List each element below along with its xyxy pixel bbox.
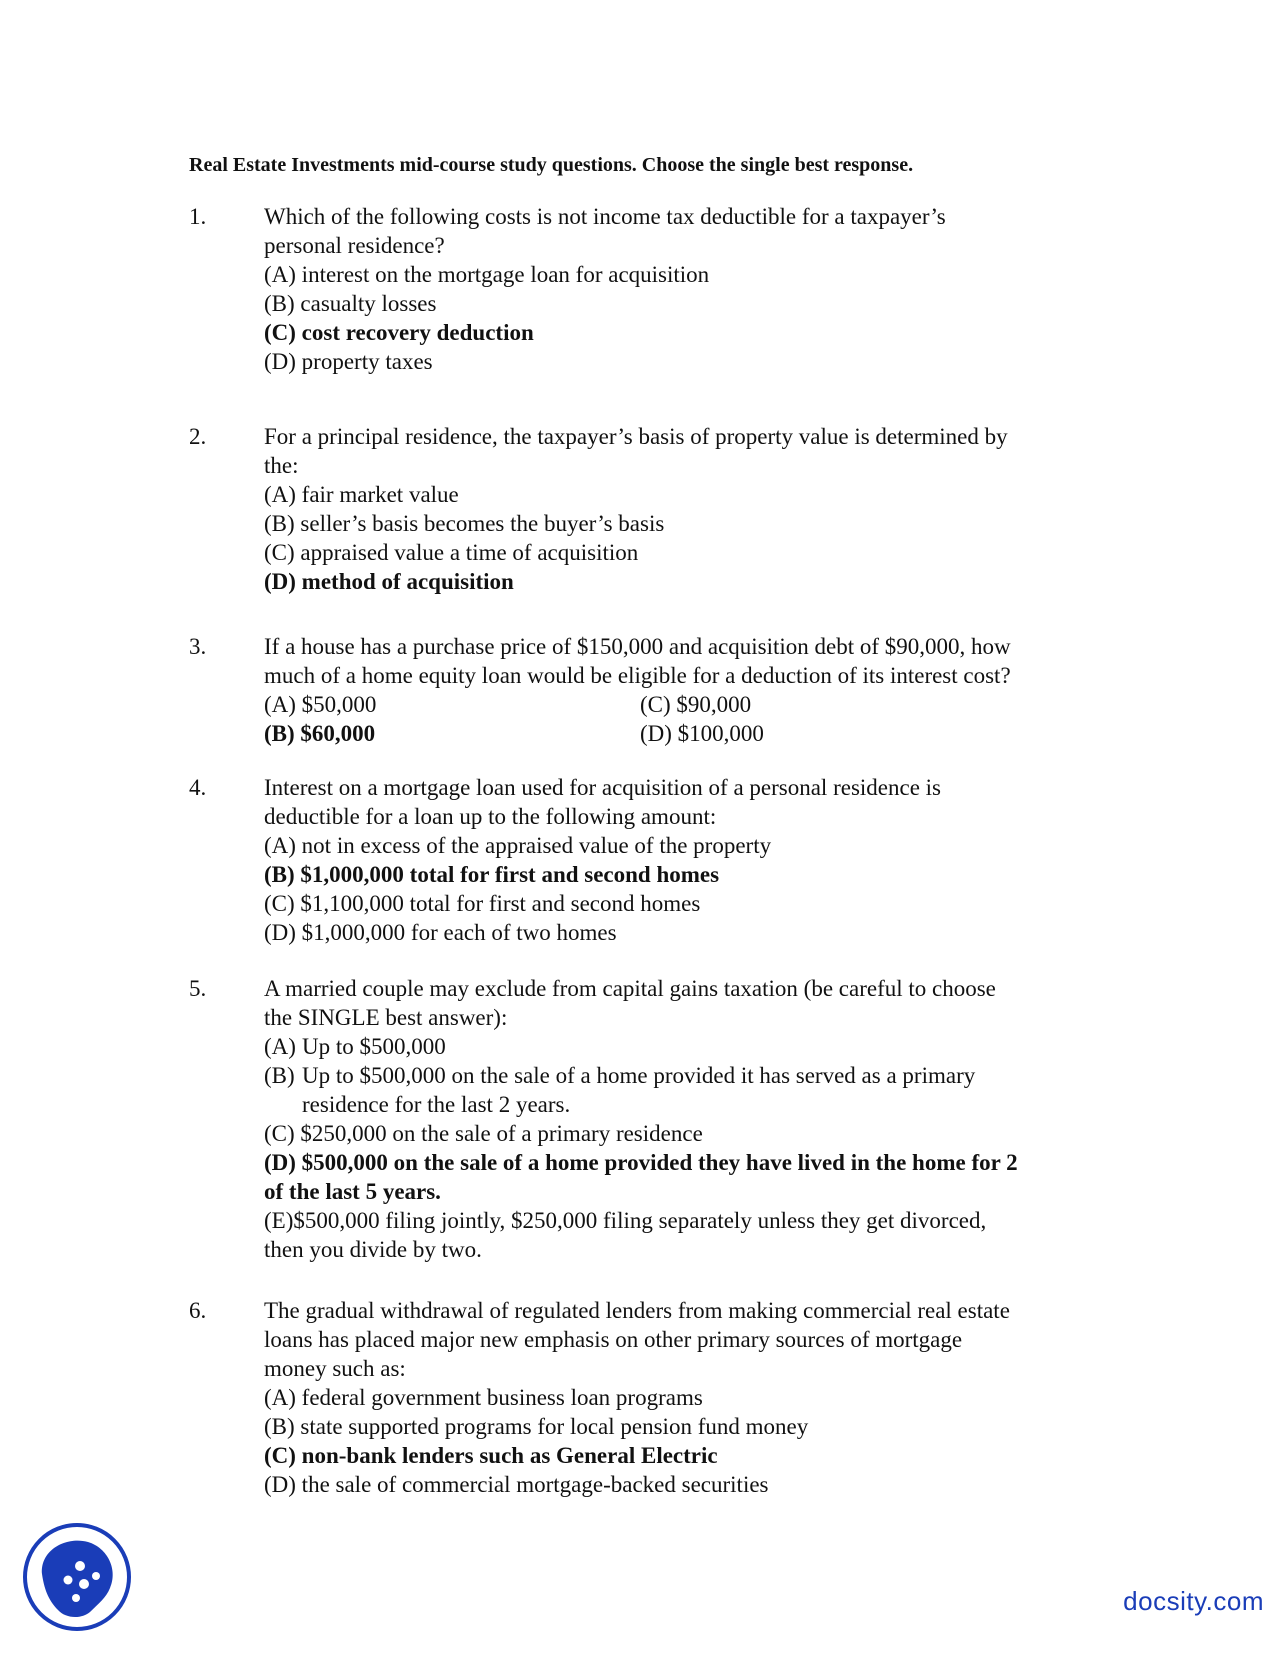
question-body xyxy=(264,422,1104,596)
option-b: (B) state supported programs for local pension fund money xyxy=(264,1414,809,1439)
brand-link[interactable]: docsity.com xyxy=(1123,1586,1264,1616)
question-body xyxy=(264,773,1104,947)
option-a: (A) fair market value xyxy=(264,482,459,507)
option-text: Up to $500,000 xyxy=(302,1034,446,1059)
option-label: (A) xyxy=(264,1034,296,1059)
question-number: 2. xyxy=(189,424,207,449)
question-number: 4. xyxy=(189,775,207,800)
question-text: For a principal residence, the taxpayer’s basis of property value is determined by xyxy=(264,424,1008,449)
question-number: 3. xyxy=(189,634,207,659)
option-e-continuation: then you divide by two. xyxy=(264,1237,482,1262)
option-d: (D) the sale of commercial mortgage-backed securities xyxy=(264,1472,769,1497)
question-number: 1. xyxy=(189,204,207,229)
option-b-continuation: residence for the last 2 years. xyxy=(302,1092,571,1117)
question-text: loans has placed major new emphasis on other primary sources of mortgage xyxy=(264,1327,963,1352)
option-d-correct: (D) method of acquisition xyxy=(264,569,514,594)
option-b xyxy=(264,1061,1104,1090)
option-c: (C) $90,000 xyxy=(640,692,752,717)
option-b-correct: (B) $60,000 xyxy=(264,721,376,746)
question-text: the SINGLE best answer): xyxy=(264,1005,508,1030)
option-a: (A) interest on the mortgage loan for acquisition xyxy=(264,262,710,287)
option-d: (D) property taxes xyxy=(264,349,433,374)
option-c: (C) $250,000 on the sale of a primary residence xyxy=(264,1121,703,1146)
logo-graphic xyxy=(22,1522,132,1632)
option-b-correct: (B) $1,000,000 total for first and second homes xyxy=(264,862,720,887)
option-text: Up to $500,000 on the sale of a home provided it has served as a primary xyxy=(302,1063,976,1088)
option-d: (D) $1,000,000 for each of two homes xyxy=(264,920,617,945)
option-a xyxy=(264,1032,1104,1061)
docsity-logo-icon[interactable] xyxy=(22,1522,132,1632)
option-a: (A) federal government business loan programs xyxy=(264,1385,703,1410)
option-c: (C) $1,100,000 total for first and second homes xyxy=(264,891,701,916)
option-a: (A) $50,000 xyxy=(264,692,377,717)
question-number: 5. xyxy=(189,976,207,1001)
question-text: deductible for a loan up to the following amount: xyxy=(264,804,717,829)
question-text: personal residence? xyxy=(264,233,445,258)
option-c: (C) appraised value a time of acquisition xyxy=(264,540,639,565)
option-e: (E)$500,000 filing jointly, $250,000 filing separately unless they get divorced, xyxy=(264,1208,987,1233)
option-c-correct: (C) non-bank lenders such as General Electric xyxy=(264,1443,718,1468)
option-d-correct: (D) $500,000 on the sale of a home provided they have lived in the home for 2 xyxy=(264,1150,1018,1175)
question-text: much of a home equity loan would be eligible for a deduction of its interest cost? xyxy=(264,663,1011,688)
question-text: The gradual withdrawal of regulated lenders from making commercial real estate xyxy=(264,1298,1010,1323)
option-d: (D) $100,000 xyxy=(640,721,764,746)
option-c-correct: (C) cost recovery deduction xyxy=(264,320,534,345)
option-label: (B) xyxy=(264,1063,295,1088)
option-a: (A) not in excess of the appraised value of the property xyxy=(264,833,772,858)
option-b: (B) casualty losses xyxy=(264,291,437,316)
option-row xyxy=(264,719,1104,748)
question-text: Which of the following costs is not income tax deductible for a taxpayer’s xyxy=(264,204,946,229)
question-text: If a house has a purchase price of $150,000 and acquisition debt of $90,000, how xyxy=(264,634,1011,659)
question-body xyxy=(264,1296,1104,1499)
question-number: 6. xyxy=(189,1298,207,1323)
option-d-continuation: of the last 5 years. xyxy=(264,1179,441,1204)
question-text: money such as: xyxy=(264,1356,406,1381)
question-body xyxy=(264,974,1104,1264)
question-body xyxy=(264,202,1104,376)
question-text: A married couple may exclude from capital gains taxation (be careful to choose xyxy=(264,976,996,1001)
option-b: (B) seller’s basis becomes the buyer’s basis xyxy=(264,511,665,536)
page-title: Real Estate Investments mid-course study questions. Choose the single best response. xyxy=(189,154,914,176)
question-text: the: xyxy=(264,453,299,478)
question-body xyxy=(264,632,1104,748)
question-text: Interest on a mortgage loan used for acquisition of a personal residence is xyxy=(264,775,941,800)
option-row xyxy=(264,690,1104,719)
